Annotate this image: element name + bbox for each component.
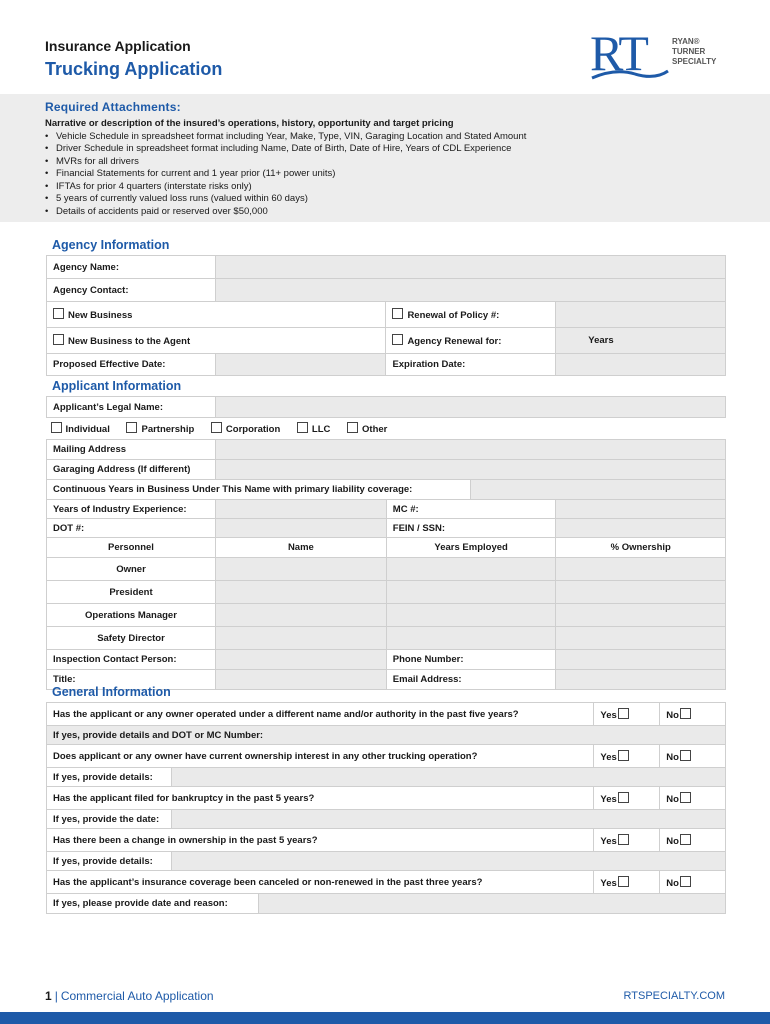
fein-label: FEIN / SSN: — [386, 519, 556, 538]
owner-name-field[interactable] — [215, 558, 386, 581]
logo-wave-icon — [590, 68, 670, 82]
attachments-title: Required Attachments: — [45, 100, 181, 114]
dot-label: DOT #: — [47, 519, 216, 538]
industry-experience-label: Years of Industry Experience: — [47, 500, 216, 519]
name-header: Name — [215, 538, 386, 558]
general-table — [46, 702, 726, 914]
agency-name-label: Agency Name: — [47, 256, 216, 279]
email-label: Email Address: — [386, 670, 556, 690]
list-item: • Vehicle Schedule in spreadsheet format including Year, Make, Type, VIN, Garaging Location and Stated Amount — [45, 131, 725, 144]
page-number: 1 — [45, 989, 52, 1003]
q3-no-checkbox[interactable] — [680, 792, 691, 803]
q1-yes[interactable]: Yes — [594, 703, 660, 726]
safety-director-name-field[interactable] — [215, 627, 386, 650]
ops-manager-name-field[interactable] — [215, 604, 386, 627]
garaging-address-field[interactable] — [215, 460, 725, 480]
effective-date-label: Proposed Effective Date: — [47, 354, 216, 376]
agency-contact-field[interactable] — [215, 279, 725, 302]
phone-field[interactable] — [556, 650, 726, 670]
fein-field[interactable] — [556, 519, 726, 538]
page-title: Trucking Application — [45, 59, 223, 79]
ops-manager-ownership-field[interactable] — [556, 604, 726, 627]
email-field[interactable] — [556, 670, 726, 690]
continuous-years-label: Continuous Years in Business Under This Name with primary liability coverage: — [47, 480, 471, 500]
new-business-agent-checkbox[interactable] — [53, 334, 64, 345]
mailing-address-label: Mailing Address — [47, 440, 216, 460]
q4-text: Has there been a change in ownership in the past 5 years? — [47, 829, 594, 852]
q2-yes[interactable]: Yes — [594, 745, 660, 768]
q5-no[interactable]: No — [660, 871, 726, 894]
agency-table — [46, 255, 726, 376]
legal-name-label: Applicant’s Legal Name: — [47, 397, 216, 418]
q1-no-checkbox[interactable] — [680, 708, 691, 719]
expiration-date-field[interactable] — [556, 354, 726, 376]
list-item: • MVRs for all drivers — [45, 156, 725, 169]
q3-text: Has the applicant filed for bankruptcy in the past 5 years? — [47, 787, 594, 810]
required-attachments-panel — [0, 94, 770, 222]
safety-director-ownership-field[interactable] — [556, 627, 726, 650]
president-name-field[interactable] — [215, 581, 386, 604]
q3-no[interactable]: No — [660, 787, 726, 810]
logo-letters: RT — [590, 25, 647, 81]
renewal-policy-field[interactable] — [556, 302, 726, 328]
q3-detail-field[interactable] — [171, 810, 725, 829]
attachments-narrative: Narrative or description of the insured’s operations, history, opportunity and target pricing — [45, 118, 454, 129]
q4-yes[interactable]: Yes — [594, 829, 660, 852]
agency-section-title: Agency Information — [52, 238, 170, 252]
q2-detail-field[interactable] — [171, 768, 725, 787]
table-row: Owner — [47, 558, 216, 581]
applicant-table — [46, 396, 726, 690]
q2-no[interactable]: No — [660, 745, 726, 768]
q5-no-checkbox[interactable] — [680, 876, 691, 887]
agency-contact-label: Agency Contact: — [47, 279, 216, 302]
ops-manager-years-field[interactable] — [386, 604, 556, 627]
q5-detail-field[interactable] — [258, 894, 725, 914]
footer-band — [0, 1012, 770, 1024]
list-item: • IFTAs for prior 4 quarters (interstate risks only) — [45, 181, 725, 194]
safety-director-years-field[interactable] — [386, 627, 556, 650]
q4-no[interactable]: No — [660, 829, 726, 852]
corporation-checkbox[interactable] — [211, 422, 222, 433]
list-item: • Driver Schedule in spreadsheet format including Name, Date of Birth, Date of Hire, Years of CDL Experience — [45, 143, 725, 156]
q1-no[interactable]: No — [660, 703, 726, 726]
title-field[interactable] — [215, 670, 386, 690]
q4-yes-checkbox[interactable] — [618, 834, 629, 845]
years-label: Years — [588, 335, 614, 346]
table-row: Safety Director — [47, 627, 216, 650]
q5-text: Has the applicant’s insurance coverage been canceled or non-renewed in the past three years? — [47, 871, 594, 894]
page-header — [45, 38, 222, 80]
q3-yes[interactable]: Yes — [594, 787, 660, 810]
mc-field[interactable] — [556, 500, 726, 519]
years-employed-header: Years Employed — [386, 538, 556, 558]
table-row: Operations Manager — [47, 604, 216, 627]
industry-experience-field[interactable] — [215, 500, 386, 519]
q2-text: Does applicant or any owner have current ownership interest in any other trucking operation? — [47, 745, 594, 768]
agency-name-field[interactable] — [215, 256, 725, 279]
list-item: • Details of accidents paid or reserved over $50,000 — [45, 206, 725, 219]
mc-label: MC #: — [386, 500, 556, 519]
dot-field[interactable] — [215, 519, 386, 538]
new-business-option[interactable]: New Business — [47, 302, 386, 328]
general-section-title: General Information — [52, 685, 171, 699]
q5-detail-label: If yes, please provide date and reason: — [47, 894, 259, 914]
new-business-agent-option[interactable]: New Business to the Agent — [47, 328, 386, 354]
footer-doc-title: Commercial Auto Application — [60, 989, 214, 1003]
q2-no-checkbox[interactable] — [680, 750, 691, 761]
footer-left — [45, 989, 214, 1003]
individual-checkbox[interactable] — [51, 422, 62, 433]
list-item: • Financial Statements for current and 1 year prior (11+ power units) — [45, 168, 725, 181]
q1-detail[interactable]: If yes, provide details and DOT or MC Number: — [47, 726, 726, 745]
inspection-contact-field[interactable] — [215, 650, 386, 670]
president-ownership-field[interactable] — [556, 581, 726, 604]
title-label: Title: — [47, 670, 216, 690]
footer-separator: | — [54, 989, 58, 1003]
applicant-section-title: Applicant Information — [52, 379, 182, 393]
llc-checkbox[interactable] — [297, 422, 308, 433]
phone-label: Phone Number: — [386, 650, 556, 670]
legal-name-field[interactable] — [215, 397, 725, 418]
personnel-header: Personnel — [47, 538, 216, 558]
renewal-option[interactable]: Renewal of Policy #: — [386, 302, 556, 328]
q4-no-checkbox[interactable] — [680, 834, 691, 845]
mailing-address-field[interactable] — [215, 440, 725, 460]
owner-years-field[interactable] — [386, 558, 556, 581]
q1-text: Has the applicant or any owner operated under a different name and/or authority in the past five years? — [47, 703, 594, 726]
page-subtitle: Insurance Application — [45, 38, 191, 54]
garaging-address-label: Garaging Address (If different) — [47, 460, 216, 480]
attachments-list — [45, 131, 725, 219]
q3-detail-label: If yes, provide the date: — [47, 810, 172, 829]
ownership-header: % Ownership — [556, 538, 726, 558]
inspection-contact-label: Inspection Contact Person: — [47, 650, 216, 670]
q2-yes-checkbox[interactable] — [618, 750, 629, 761]
owner-ownership-field[interactable] — [556, 558, 726, 581]
new-business-checkbox[interactable] — [53, 308, 64, 319]
q5-yes[interactable]: Yes — [594, 871, 660, 894]
table-row: President — [47, 581, 216, 604]
agency-renewal-checkbox[interactable] — [392, 334, 403, 345]
q5-yes-checkbox[interactable] — [618, 876, 629, 887]
president-years-field[interactable] — [386, 581, 556, 604]
footer-website-link[interactable]: RTSPECIALTY.COM — [623, 990, 725, 1002]
entity-type-row: Individual Partnership Corporation LLC Other — [47, 418, 726, 440]
other-checkbox[interactable] — [347, 422, 358, 433]
continuous-years-field[interactable] — [470, 480, 725, 500]
effective-date-field[interactable] — [215, 354, 386, 376]
q4-detail-field[interactable] — [171, 852, 725, 871]
agency-renewal-option[interactable]: Agency Renewal for: — [386, 328, 556, 354]
agency-renewal-years-field[interactable] — [556, 328, 726, 354]
partnership-checkbox[interactable] — [126, 422, 137, 433]
q3-yes-checkbox[interactable] — [618, 792, 629, 803]
q2-detail-label: If yes, provide details: — [47, 768, 172, 787]
company-logo — [590, 25, 730, 84]
q4-detail-label: If yes, provide details: — [47, 852, 172, 871]
logo-wordmark: RYAN® TURNER SPECIALTY — [672, 37, 717, 66]
list-item: • 5 years of currently valued loss runs (valued within 60 days) — [45, 193, 725, 206]
expiration-date-label: Expiration Date: — [386, 354, 556, 376]
renewal-checkbox[interactable] — [392, 308, 403, 319]
q1-yes-checkbox[interactable] — [618, 708, 629, 719]
